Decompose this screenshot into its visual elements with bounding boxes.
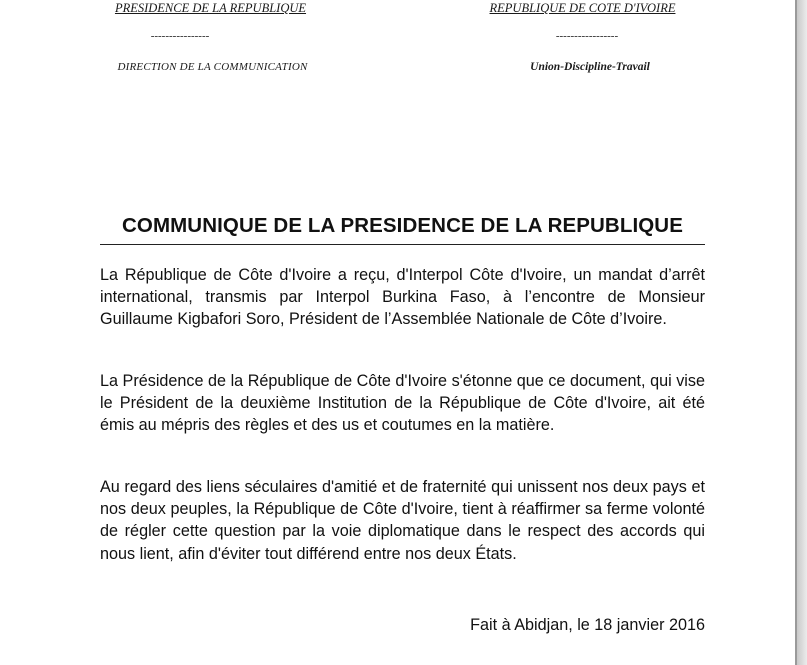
document-title: COMMUNIQUE DE LA PRESIDENCE DE LA REPUBLIQUE [122, 214, 683, 237]
issuer-separator: ---------------- [150, 30, 210, 42]
country-title-text: REPUBLIQUE DE COTE D'IVOIRE [489, 1, 676, 15]
signoff-place-date: Fait à Abidjan, le 18 janvier 2016 [470, 616, 705, 634]
issuer-title-text: PRESIDENCE DE LA REPUBLIQUE [114, 1, 307, 15]
title-underline [100, 244, 705, 245]
paragraph-surprise: La Présidence de la République de Côte d'Ivoire s'étonne que ce document, qui vise le Président de la deuxième Institution de la République de Côte d'Ivoire, ait été émis au mépris des règles et des us et coutumes en la matière. [100, 372, 705, 435]
country-title [470, 1, 695, 16]
paragraph-diplomacy: Au regard des liens séculaires d'amitié et de fraternité qui unissent nos deux pays et nos deux peuples, la République de Côte d'Ivoire, tient à réaffirmer sa ferme volonté de régler cette question par la voie diplomatique dans le respect des accords qui nous lient, afin d'éviter tout différend entre nos deux États. [100, 478, 705, 563]
country-separator: ----------------- [555, 30, 619, 42]
paragraph-mandate: La République de Côte d'Ivoire a reçu, d'Interpol Côte d'Ivoire, un mandat d’arrêt international, transmis par Interpol Burkina Faso, à l’encontre de Monsieur Guillaume Kigbafori Soro, Président de l’Assemblée Nationale de Côte d’Ivoire. [100, 266, 705, 329]
country-motto: Union-Discipline-Travail [530, 61, 650, 73]
issuer-department: DIRECTION DE LA COMMUNICATION [117, 61, 308, 73]
viewer-scrollbar-gutter [797, 0, 807, 665]
issuer-title [98, 1, 323, 16]
